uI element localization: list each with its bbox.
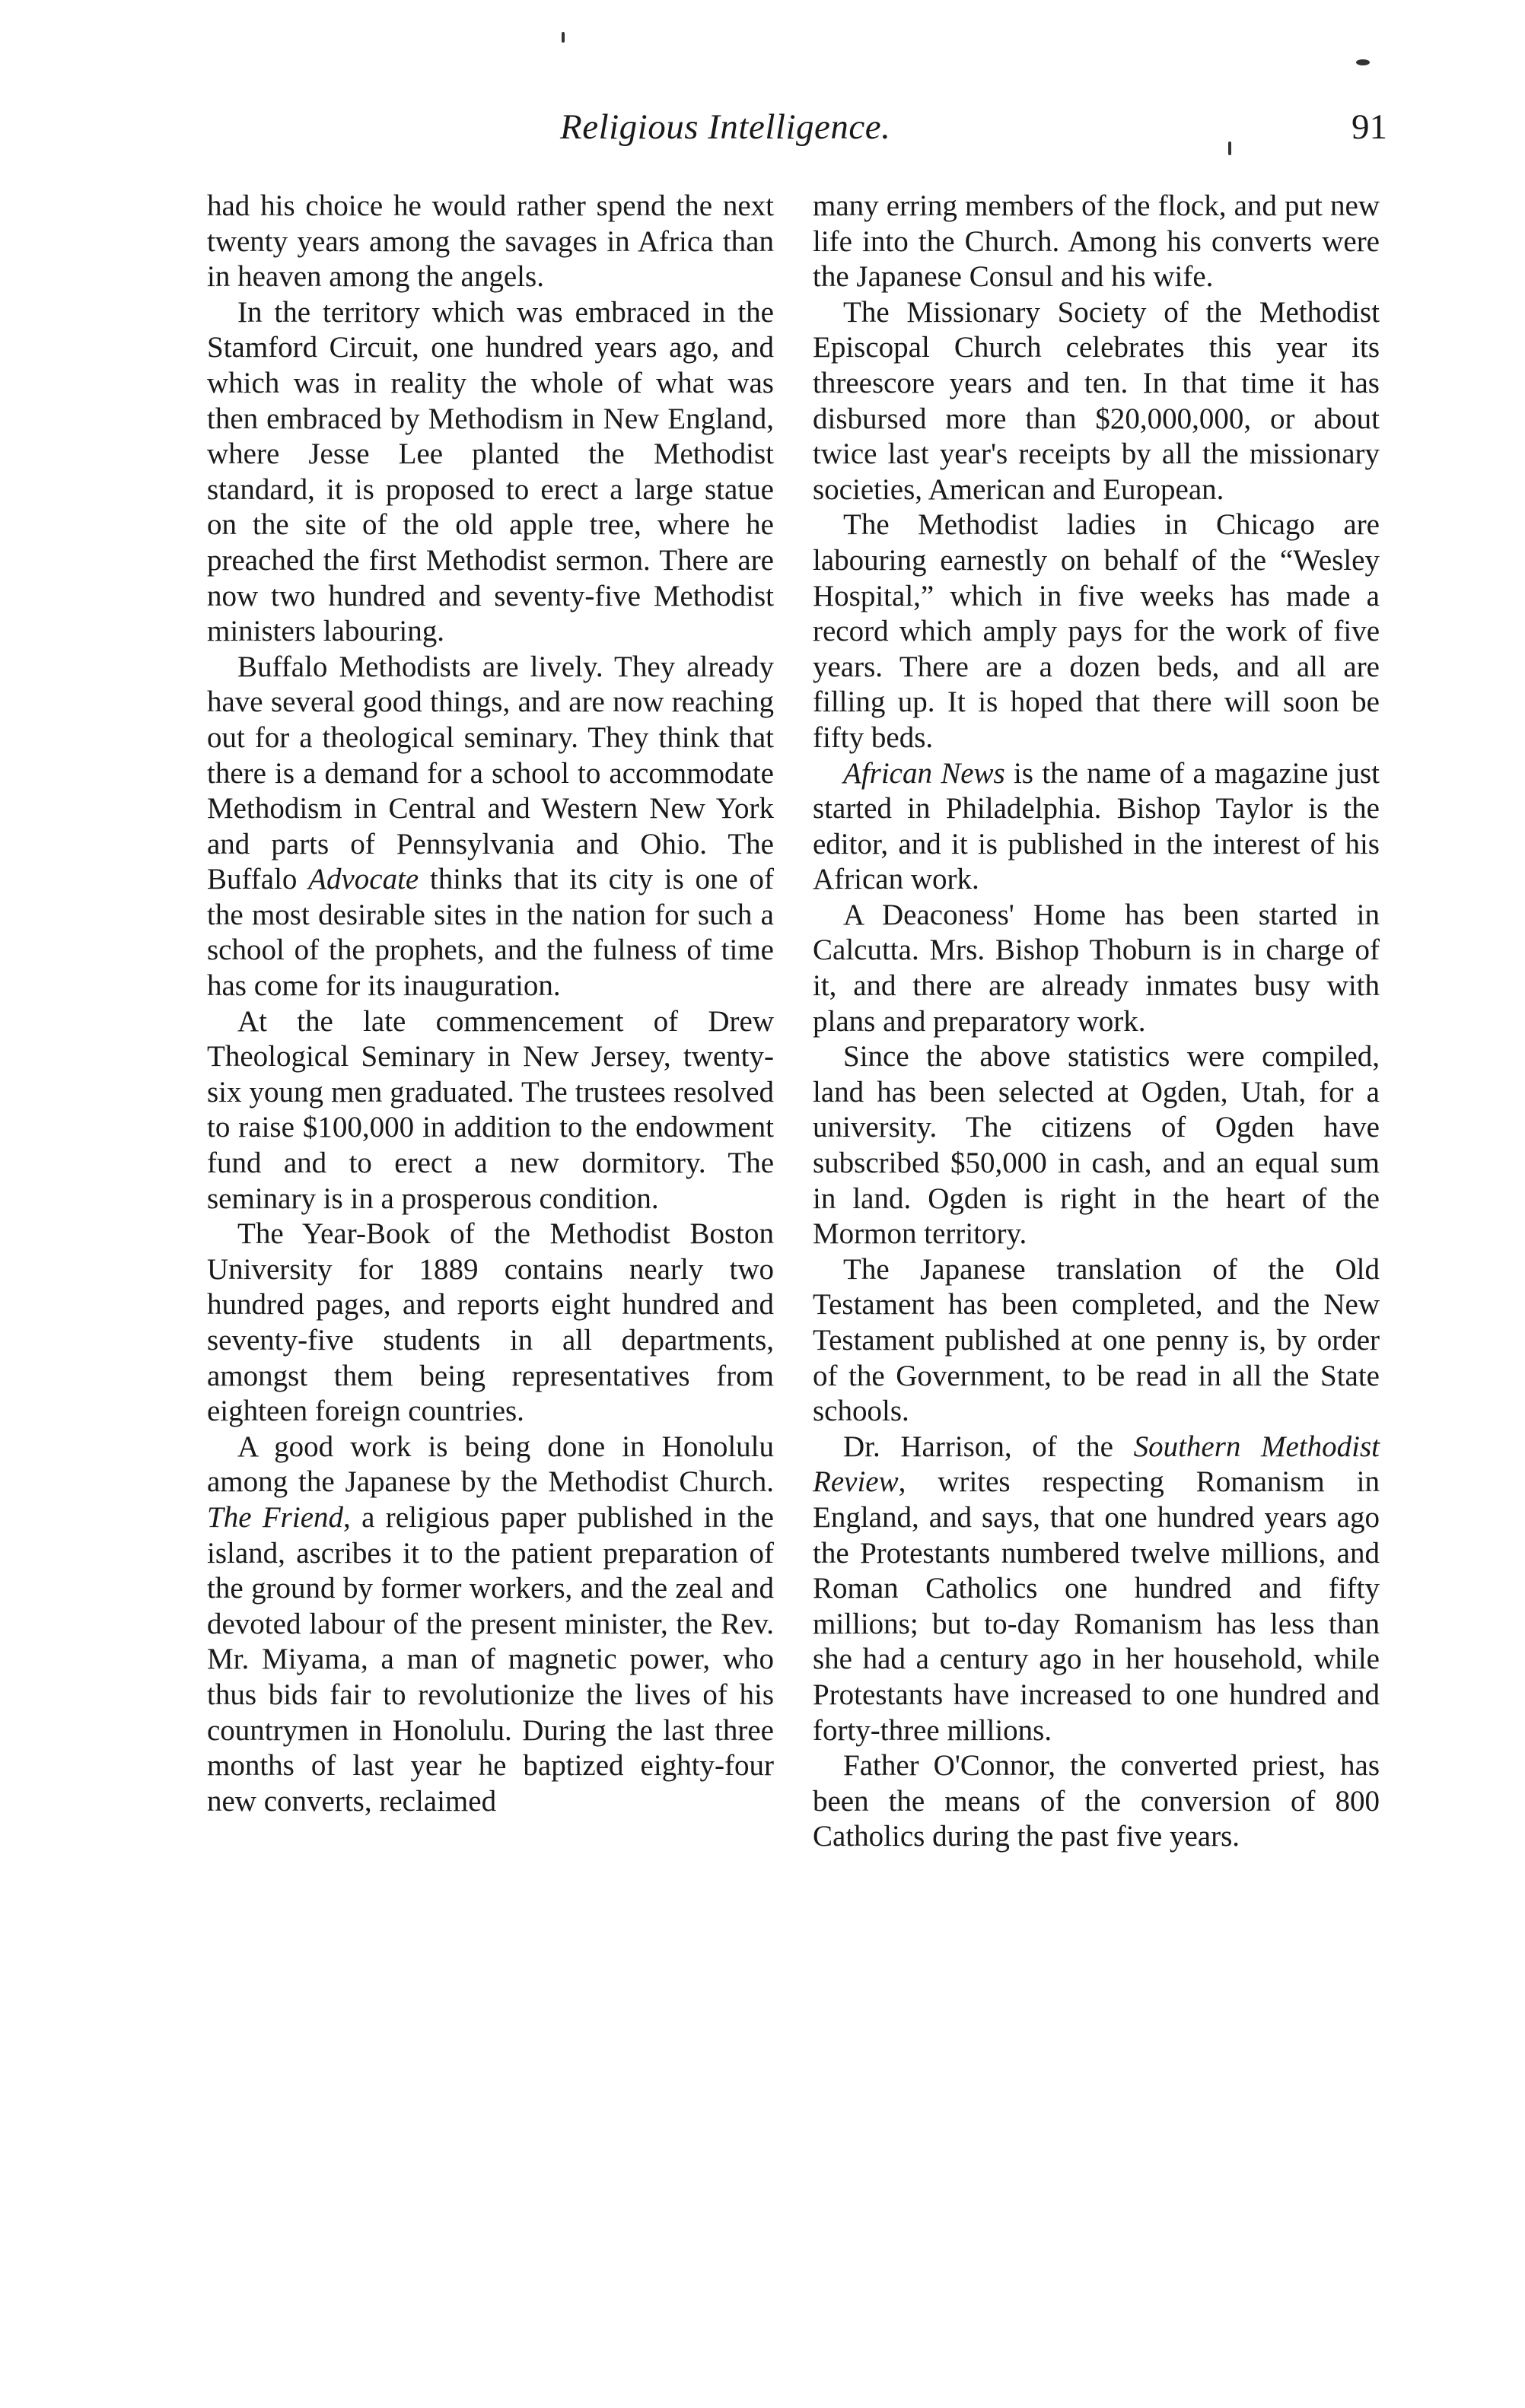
paragraph: many erring members of the flock, and put new life into the Church. Among his converts were the Japanese Consul and his wife. xyxy=(813,189,1380,294)
paragraph: The Missionary Society of the Methodist Episcopal Church celebrates this year its threescore years and ten. In that time it has disbursed more than $20,000,000, or about twice last year's receipts by all the missionary societies, American and European. xyxy=(813,295,1380,506)
paragraph: Dr. Harrison, of the Southern Methodist Review, writes respecting Romanism in England, and says, that one hundred years ago the Protestants numbered twelve millions, and Roman Catholics one hundred and fifty millions; but to-day Romanism has less than she had a century ago in her household, while Protestants have increased to one hundred and forty-three millions. xyxy=(813,1430,1380,1747)
paragraph: The Year-Book of the Methodist Boston University for 1889 contains nearly two hundred pages, and reports eight hundred and seventy-five students in all departments, amongst them being representatives from eighteen foreign countries. xyxy=(207,1217,774,1428)
page-header xyxy=(0,107,1525,160)
paragraph: A Deaconess' Home has been started in Calcutta. Mrs. Bishop Thoburn is in charge of it, and there are already inmates busy with plans and preparatory work. xyxy=(813,898,1380,1038)
paragraph: Father O'Connor, the converted priest, has been the means of the conversion of 800 Catholics during the past five years. xyxy=(813,1749,1380,1853)
paragraph: The Methodist ladies in Chicago are labouring earnestly on behalf of the “Wesley Hospital,” which in five weeks has made a record which amply pays for the work of five years. There are a dozen beds, and all are filling up. It is hoped that there will soon be fifty beds. xyxy=(813,508,1380,754)
paragraph: In the territory which was embraced in the Stamford Circuit, one hundred years ago, and which was in reality the whole of what was then embraced by Methodism in New England, where Jesse Lee planted the Methodist standard, it is proposed to erect a large statue on the site of the old apple tree, where he preached the first Methodist sermon. There are now two hundred and seventy-five Methodist ministers labouring. xyxy=(207,295,774,648)
paragraph: had his choice he would rather spend the next twenty years among the savages in Africa than in heaven among the angels. xyxy=(207,189,774,294)
paragraph: Buffalo Methodists are lively. They already have several good things, and are now reaching out for a theological seminary. They think that there is a demand for a school to accommodate Methodism in Central and Western New York and parts of Pennsylvania and Ohio. The Buffalo Advocate thinks that its city is one of the most desirable sites in the nation for such a school of the prophets, and the fulness of time has come for its inauguration. xyxy=(207,650,774,1003)
publication-title: The Friend xyxy=(207,1500,344,1534)
scan-speck xyxy=(562,32,565,43)
scan-speck xyxy=(1356,59,1370,65)
paragraph: At the late commencement of Drew Theological Seminary in New Jersey, twenty-six young men graduated. The trustees resolved to raise $100,000 in addition to the endowment fund and to erect a new dormitory. The seminary is in a prosperous condition. xyxy=(207,1004,774,1215)
paragraph: The Japanese translation of the Old Testament has been completed, and the New Testament published at one penny is, by order of the Government, to be read in all the State schools. xyxy=(813,1252,1380,1428)
paragraph: Since the above statistics were compiled, land has been selected at Ogden, Utah, for a university. The citizens of Ogden have subscribed $50,000 in cash, and an equal sum in land. Ogden is right in the heart of the Mormon territory. xyxy=(813,1040,1380,1251)
right-column xyxy=(813,189,1380,1855)
publication-title: African News xyxy=(843,756,1005,790)
left-column xyxy=(207,189,774,1819)
running-title: Religious Intelligence. xyxy=(560,107,891,147)
publication-title: Advocate xyxy=(308,863,419,896)
paragraph: African News is the name of a magazine just started in Philadelphia. Bishop Taylor is the editor, and it is published in the interest of his African work. xyxy=(813,756,1380,896)
paragraph: A good work is being done in Honolulu among the Japanese by the Methodist Church. The Friend, a religious paper published in the island, ascribes it to the patient preparation of the ground by former workers, and the zeal and devoted labour of the present minister, the Rev. Mr. Miyama, a man of magnetic power, who thus bids fair to revolutionize the lives of his countrymen in Honolulu. During the last three months of last year he baptized eighty-four new converts, reclaimed xyxy=(207,1430,774,1818)
publication-title: Southern Methodist Review xyxy=(813,1430,1380,1499)
page-number: 91 xyxy=(1351,107,1387,147)
